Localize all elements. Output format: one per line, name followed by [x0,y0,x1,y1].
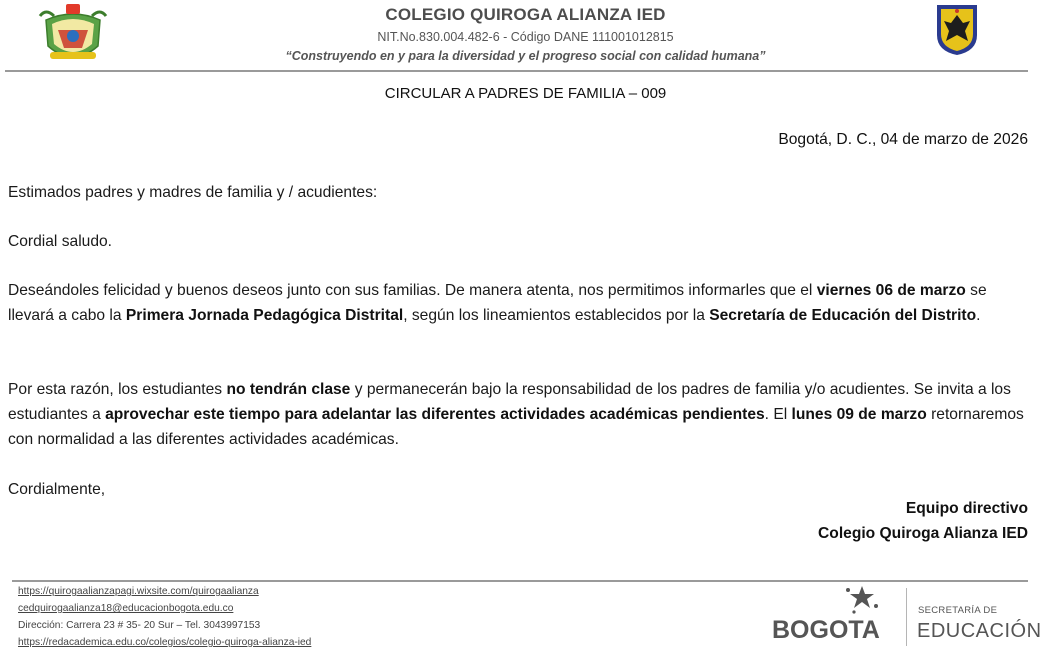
bogota-wordmark: BOGOTA [772,616,880,644]
star-icon [846,586,878,614]
bogota-logo [770,584,900,650]
signer-team: Equipo directivo [905,500,1028,517]
text-run: se llevará a cabo la [8,282,987,324]
bold-text: viernes 06 de marzo [816,282,966,299]
signer-school: Colegio Quiroga Alianza IED [818,525,1028,542]
footer-email-link[interactable]: cedquirogaalianza18@educacionbogota.edu.co [18,603,234,614]
greeting: Cordial saludo. [8,233,113,250]
footer-website-link[interactable]: https://quirogaalianzapagi.wixsite.com/quirogaalianza [18,586,259,597]
footer-divider [12,580,1028,582]
bold-text: Primera Jornada Pedagógica Distrital [125,307,404,324]
paragraph-1 [8,278,1028,328]
school-motto: “Construyendo en y para la diversidad y el progreso social con calidad humana” [285,49,766,63]
sed-label-small: SECRETARÍA DE [918,605,998,616]
header-divider [5,70,1028,72]
school-name: COLEGIO QUIROGA ALIANZA IED [385,5,666,24]
text-run: . [976,307,981,324]
closing: Cordialmente, [8,481,106,498]
bold-text: no tendrán clase [226,381,351,398]
salutation: Estimados padres y madres de familia y / acudientes: [8,184,378,201]
sed-label-large: EDUCACIÓN [917,620,1042,642]
bogota-coat-of-arms-icon [932,1,982,57]
school-nit: NIT.No.830.004.482-6 - Código DANE 111001012815 [377,30,674,44]
text-run: y permanecerán bajo la responsabilidad de los padres de familia y/o acudientes. Se invita a los estudiantes a [8,381,1011,423]
text-run: Por esta razón, los estudiantes [8,381,227,398]
footer-address: Dirección: Carrera 23 # 35- 20 Sur – Tel. 3043997153 [18,620,261,631]
text-run: Deseándoles felicidad y buenos deseos junto con sus familias. De manera atenta, nos permitimos informarles que el [8,282,817,299]
footer-redacademica-link[interactable]: https://redacademica.edu.co/colegios/colegio-quiroga-alianza-ied [18,637,312,648]
logo-divider [906,588,907,646]
bold-text: Secretaría de Educación del Distrito [709,307,977,324]
text-run: . El [764,406,792,423]
bold-text: aprovechar este tiempo para adelantar las diferentes actividades académicas pendientes [105,406,765,423]
paragraph-2 [8,377,1028,452]
document-title: CIRCULAR A PADRES DE FAMILIA – 009 [384,85,667,102]
text-run: , según los lineamientos establecidos por la [403,307,710,324]
city-date: Bogotá, D. C., 04 de marzo de 2026 [778,131,1028,148]
text-run: retornaremos con normalidad a las diferentes actividades académicas. [8,406,1024,448]
bold-text: lunes 09 de marzo [791,406,927,423]
